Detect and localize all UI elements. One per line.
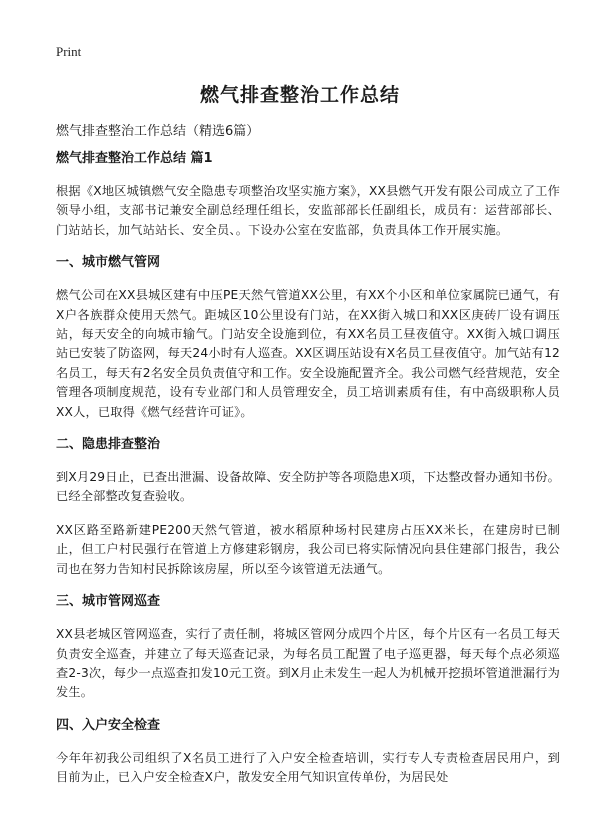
part-heading: 燃气排查整治工作总结 篇1 — [56, 151, 213, 166]
section-heading-home-inspection: 四、入户安全检查 — [56, 717, 161, 733]
document-subtitle: 燃气排查整治工作总结（精选6篇） — [56, 124, 260, 139]
document-body — [56, 150, 560, 802]
section-heading-network-patrol: 三、城市管网巡查 — [56, 594, 161, 610]
section-paragraph: 到X月29日止，已查出泄漏、设备故障、安全防护等各项隐患X项，下达整改督办通知书份。已经全部整改复查验收。 — [56, 470, 560, 504]
intro-paragraph: 根据《X地区城镇燃气安全隐患专项整治攻坚实施方案》，XX县燃气开发有限公司成立了工作领导小组，支部书记兼安全副总经理任组长，安监部部长任副组长，成员有：运营部部长、门站站长，加气站站长、安全员、。下设办公室在安监部，负责具体工作开展实施。 — [56, 184, 560, 237]
section-heading-hazard-check: 二、隐患排查整治 — [56, 437, 161, 453]
section-heading-gas-network: 一、城市燃气管网 — [56, 255, 161, 271]
section-paragraph: XX区路至路新建PE200天然气管道，被水稻原种场村民建房占压XX米长，在建房时已制止，但工户村民强行在管道上方修建彩钢房，我公司已将实际情况向县住建部门报告，我公司也在努力告知村民拆除该房屋，所以至今该管道无法通气。 — [56, 522, 560, 576]
section-paragraph: XX县老城区管网巡查，实行了责任制，将城区管网分成四个片区，每个片区有一名员工每天负责安全巡查，并建立了每天巡查记录，为每名员工配置了电子巡更器，每天每个点必须巡查2-3次，每少一点巡查扣发10元工资。到X月止未发生一起人为机械开挖损坏管道泄漏行为发生。 — [56, 627, 560, 700]
page-title: 燃气排查整治工作总结 — [199, 84, 400, 106]
section-paragraph: 燃气公司在XX县城区建有中压PE天然气管道XX公里，有XX个小区和单位家属院已通气，有X户各族群众使用天然气。距城区10公里设有门站，在XX街入城口和XX区庚砖厂设有调压站，每天安全的向城市输气。门站安全设施到位，有XX名员工昼夜值守。XX街入城口调压站已安装了防盗网，每天24小时有人巡查。XX区调压站设有X名员工昼夜值守。加气站有12名员工，每天有2名安全员负责值守和工作。安全设施配置齐全。我公司燃气经营规范，安全管理各项制度规范，设有专业部门和人员管理安全，员工培训素质有佳，有中高级职称人员XX人，已取得《燃气经营许可证》。 — [56, 288, 560, 419]
section-paragraph: 今年年初我公司组织了X名员工进行了入户安全检查培训，实行专人专责检查居民用户，到目前为止，已入户安全检查X户，散发安全用气知识宣传单份，为居民处 — [56, 750, 560, 785]
print-link[interactable]: Print — [56, 44, 82, 59]
